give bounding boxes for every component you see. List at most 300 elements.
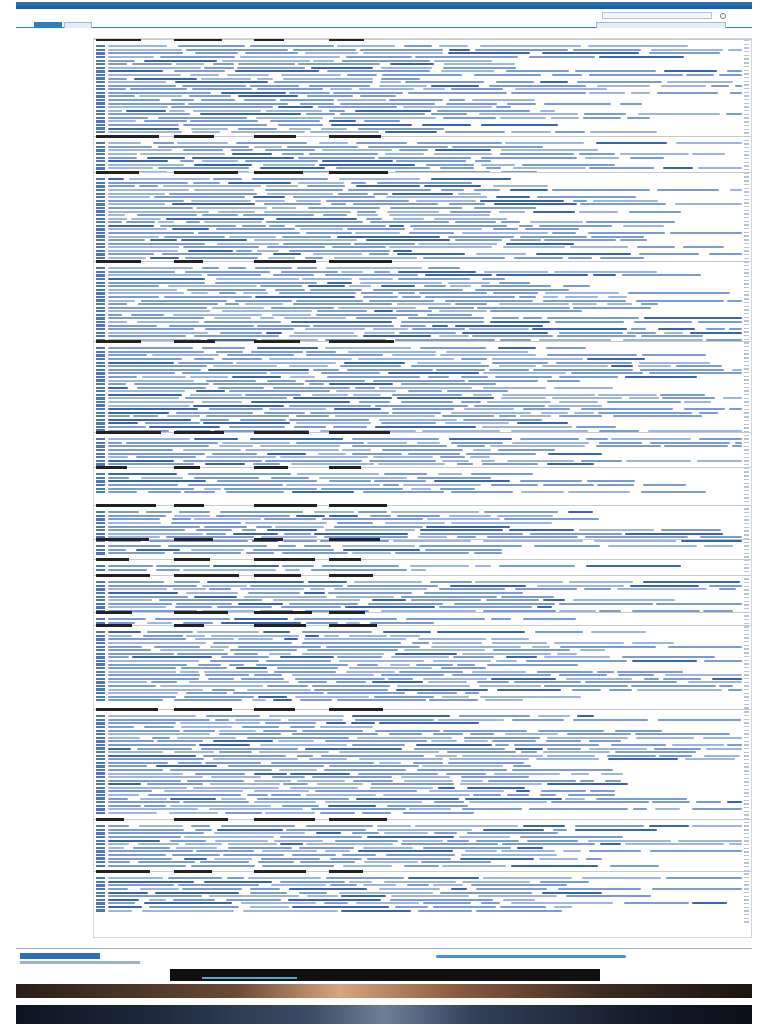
link-text[interactable] bbox=[200, 419, 229, 421]
link-text[interactable] bbox=[448, 52, 530, 54]
link-text[interactable] bbox=[193, 182, 220, 184]
link-text[interactable] bbox=[296, 200, 321, 202]
link-text[interactable] bbox=[183, 149, 223, 151]
link-text[interactable] bbox=[493, 185, 548, 187]
link-text[interactable] bbox=[289, 603, 358, 605]
link-text[interactable] bbox=[475, 160, 491, 162]
link-text[interactable] bbox=[108, 354, 147, 356]
link-text[interactable] bbox=[209, 808, 303, 810]
link-text[interactable] bbox=[151, 681, 177, 683]
list-item[interactable] bbox=[96, 801, 746, 804]
link-text[interactable] bbox=[221, 798, 246, 800]
link-text[interactable] bbox=[417, 362, 481, 364]
link-text[interactable] bbox=[355, 387, 375, 389]
link-text[interactable] bbox=[229, 390, 330, 392]
link-text[interactable] bbox=[136, 456, 196, 458]
link-text[interactable] bbox=[274, 840, 323, 842]
link-text[interactable] bbox=[108, 376, 137, 378]
link-text[interactable] bbox=[500, 153, 574, 155]
link-text[interactable] bbox=[340, 113, 425, 115]
link-text[interactable] bbox=[419, 292, 487, 294]
link-text[interactable] bbox=[440, 892, 532, 894]
link-text[interactable] bbox=[523, 825, 565, 827]
link-text[interactable] bbox=[492, 642, 547, 644]
link-text[interactable] bbox=[337, 522, 373, 524]
link-text[interactable] bbox=[275, 289, 305, 291]
link-text[interactable] bbox=[108, 678, 199, 680]
link-text[interactable] bbox=[539, 225, 612, 227]
link-text[interactable] bbox=[209, 895, 299, 897]
link-text[interactable] bbox=[108, 667, 176, 669]
link-text[interactable] bbox=[642, 354, 706, 356]
link-text[interactable] bbox=[579, 153, 615, 155]
link-text[interactable] bbox=[368, 146, 448, 148]
link-text[interactable] bbox=[676, 142, 742, 144]
link-text[interactable] bbox=[144, 805, 166, 807]
link-text[interactable] bbox=[342, 449, 371, 451]
link-text[interactable] bbox=[108, 910, 132, 912]
link-text[interactable] bbox=[635, 733, 730, 735]
link-text[interactable] bbox=[572, 689, 601, 691]
link-text[interactable] bbox=[185, 257, 258, 259]
link-text[interactable] bbox=[512, 719, 564, 721]
link-text[interactable] bbox=[314, 511, 354, 513]
link-text[interactable] bbox=[308, 207, 380, 209]
link-text[interactable] bbox=[426, 164, 474, 166]
link-text[interactable] bbox=[367, 858, 451, 860]
link-text[interactable] bbox=[352, 744, 405, 746]
list-item[interactable] bbox=[96, 242, 746, 245]
link-text[interactable] bbox=[392, 412, 441, 414]
link-text[interactable] bbox=[460, 858, 534, 860]
link-text[interactable] bbox=[359, 401, 390, 403]
link-text[interactable] bbox=[313, 369, 339, 371]
link-text[interactable] bbox=[589, 740, 621, 742]
link-text[interactable] bbox=[372, 599, 406, 601]
link-text[interactable] bbox=[554, 642, 624, 644]
list-item[interactable] bbox=[96, 649, 746, 652]
link-text[interactable] bbox=[573, 200, 587, 202]
link-text[interactable] bbox=[108, 325, 157, 327]
link-text[interactable] bbox=[425, 296, 515, 298]
link-text[interactable] bbox=[273, 599, 360, 601]
bottom-banner-image[interactable] bbox=[16, 1005, 752, 1024]
link-text[interactable] bbox=[108, 182, 188, 184]
link-text[interactable] bbox=[108, 214, 125, 216]
link-text[interactable] bbox=[547, 737, 628, 739]
list-item[interactable] bbox=[96, 565, 746, 568]
link-text[interactable] bbox=[108, 902, 135, 904]
link-text[interactable] bbox=[496, 660, 517, 662]
link-text[interactable] bbox=[333, 92, 403, 94]
list-item[interactable] bbox=[96, 736, 746, 739]
link-text[interactable] bbox=[327, 70, 430, 72]
link-text[interactable] bbox=[214, 317, 251, 319]
link-text[interactable] bbox=[487, 401, 551, 403]
link-text[interactable] bbox=[371, 783, 454, 785]
link-text[interactable] bbox=[257, 88, 323, 90]
link-text[interactable] bbox=[390, 63, 434, 65]
link-text[interactable] bbox=[369, 253, 389, 255]
link-text[interactable] bbox=[337, 656, 382, 658]
link-text[interactable] bbox=[501, 397, 546, 399]
link-text[interactable] bbox=[182, 372, 267, 374]
link-text[interactable] bbox=[608, 758, 678, 760]
link-text[interactable] bbox=[643, 581, 740, 583]
link-text[interactable] bbox=[228, 267, 246, 269]
link-text[interactable] bbox=[620, 153, 689, 155]
link-text[interactable] bbox=[491, 484, 538, 486]
link-text[interactable] bbox=[194, 358, 214, 360]
link-text[interactable] bbox=[230, 649, 297, 651]
link-text[interactable] bbox=[627, 117, 650, 119]
link-text[interactable] bbox=[215, 719, 229, 721]
link-text[interactable] bbox=[364, 332, 395, 334]
link-text[interactable] bbox=[580, 649, 605, 651]
link-text[interactable] bbox=[375, 426, 476, 428]
link-text[interactable] bbox=[304, 638, 406, 640]
link-text[interactable] bbox=[402, 296, 421, 298]
link-text[interactable] bbox=[397, 253, 465, 255]
link-text[interactable] bbox=[492, 740, 536, 742]
link-text[interactable] bbox=[547, 755, 595, 757]
link-text[interactable] bbox=[361, 292, 393, 294]
list-item[interactable] bbox=[96, 487, 746, 490]
link-text[interactable] bbox=[520, 415, 551, 417]
link-text[interactable] bbox=[699, 412, 718, 414]
link-text[interactable] bbox=[379, 419, 457, 421]
link-text[interactable] bbox=[171, 522, 241, 524]
link-text[interactable] bbox=[108, 153, 137, 155]
list-item[interactable] bbox=[96, 692, 746, 695]
link-text[interactable] bbox=[465, 798, 562, 800]
link-text[interactable] bbox=[190, 74, 219, 76]
link-text[interactable] bbox=[321, 488, 403, 490]
list-item[interactable] bbox=[96, 274, 746, 277]
link-text[interactable] bbox=[512, 769, 613, 771]
link-text[interactable] bbox=[260, 167, 325, 169]
link-text[interactable] bbox=[356, 142, 407, 144]
link-text[interactable] bbox=[351, 722, 375, 724]
link-text[interactable] bbox=[341, 895, 386, 897]
link-text[interactable] bbox=[480, 200, 564, 202]
link-text[interactable] bbox=[213, 758, 298, 760]
link-text[interactable] bbox=[362, 812, 391, 814]
link-text[interactable] bbox=[243, 910, 338, 912]
link-text[interactable] bbox=[225, 812, 262, 814]
list-item[interactable] bbox=[96, 484, 746, 487]
list-item[interactable] bbox=[96, 715, 746, 718]
link-text[interactable] bbox=[440, 354, 536, 356]
link-text[interactable] bbox=[462, 755, 543, 757]
link-text[interactable] bbox=[441, 70, 494, 72]
link-text[interactable] bbox=[309, 383, 324, 385]
link-text[interactable] bbox=[287, 146, 358, 148]
link-text[interactable] bbox=[257, 250, 279, 252]
link-text[interactable] bbox=[108, 719, 210, 721]
link-text[interactable] bbox=[496, 196, 530, 198]
link-text[interactable] bbox=[290, 376, 315, 378]
link-text[interactable] bbox=[577, 715, 594, 717]
link-text[interactable] bbox=[617, 671, 683, 673]
link-text[interactable] bbox=[514, 257, 563, 259]
link-text[interactable] bbox=[527, 840, 578, 842]
link-text[interactable] bbox=[483, 372, 566, 374]
link-text[interactable] bbox=[398, 278, 470, 280]
link-text[interactable] bbox=[449, 203, 485, 205]
link-text[interactable] bbox=[622, 656, 715, 658]
link-text[interactable] bbox=[108, 397, 179, 399]
link-text[interactable] bbox=[251, 401, 350, 403]
link-text[interactable] bbox=[628, 292, 730, 294]
link-text[interactable] bbox=[108, 858, 172, 860]
link-text[interactable] bbox=[189, 95, 231, 97]
link-text[interactable] bbox=[611, 438, 691, 440]
link-text[interactable] bbox=[497, 515, 553, 517]
link-text[interactable] bbox=[296, 442, 364, 444]
link-text[interactable] bbox=[656, 603, 742, 605]
link-text[interactable] bbox=[108, 362, 174, 364]
link-text[interactable] bbox=[271, 762, 374, 764]
link-text[interactable] bbox=[217, 480, 317, 482]
list-item[interactable] bbox=[96, 895, 746, 898]
link-text[interactable] bbox=[108, 408, 198, 410]
link-text[interactable] bbox=[251, 351, 303, 353]
link-text[interactable] bbox=[108, 488, 194, 490]
list-item[interactable] bbox=[96, 167, 746, 170]
list-item[interactable] bbox=[96, 515, 746, 518]
link-text[interactable] bbox=[382, 449, 463, 451]
link-text[interactable] bbox=[221, 825, 295, 827]
link-text[interactable] bbox=[381, 674, 444, 676]
link-text[interactable] bbox=[307, 185, 345, 187]
link-text[interactable] bbox=[342, 545, 415, 547]
link-text[interactable] bbox=[337, 699, 426, 701]
link-text[interactable] bbox=[472, 671, 526, 673]
link-text[interactable] bbox=[273, 253, 301, 255]
link-text[interactable] bbox=[428, 307, 474, 309]
link-text[interactable] bbox=[354, 243, 415, 245]
link-text[interactable] bbox=[538, 715, 570, 717]
link-text[interactable] bbox=[575, 825, 644, 827]
list-item[interactable] bbox=[96, 445, 746, 448]
link-text[interactable] bbox=[247, 794, 268, 796]
link-text[interactable] bbox=[326, 722, 346, 724]
link-text[interactable] bbox=[443, 67, 516, 69]
link-text[interactable] bbox=[571, 773, 589, 775]
link-text[interactable] bbox=[108, 847, 124, 849]
list-item[interactable] bbox=[96, 84, 746, 87]
link-text[interactable] bbox=[333, 117, 436, 119]
list-item[interactable] bbox=[96, 185, 746, 188]
link-text[interactable] bbox=[241, 902, 316, 904]
link-text[interactable] bbox=[186, 592, 238, 594]
link-text[interactable] bbox=[156, 569, 180, 571]
link-text[interactable] bbox=[462, 332, 548, 334]
link-text[interactable] bbox=[254, 790, 309, 792]
link-text[interactable] bbox=[266, 110, 322, 112]
link-text[interactable] bbox=[381, 285, 415, 287]
link-text[interactable] bbox=[176, 412, 253, 414]
link-text[interactable] bbox=[108, 67, 201, 69]
link-text[interactable] bbox=[271, 307, 334, 309]
link-text[interactable] bbox=[547, 783, 628, 785]
link-text[interactable] bbox=[108, 232, 194, 234]
link-text[interactable] bbox=[392, 408, 454, 410]
link-text[interactable] bbox=[494, 773, 560, 775]
link-text[interactable] bbox=[200, 113, 301, 115]
link-text[interactable] bbox=[507, 460, 574, 462]
link-text[interactable] bbox=[644, 678, 659, 680]
list-item[interactable] bbox=[96, 790, 746, 793]
link-text[interactable] bbox=[214, 858, 252, 860]
link-text[interactable] bbox=[593, 274, 616, 276]
link-text[interactable] bbox=[433, 733, 463, 735]
link-text[interactable] bbox=[108, 825, 129, 827]
link-text[interactable] bbox=[337, 236, 440, 238]
link-text[interactable] bbox=[196, 390, 225, 392]
link-text[interactable] bbox=[499, 211, 525, 213]
link-text[interactable] bbox=[336, 390, 396, 392]
link-text[interactable] bbox=[257, 325, 310, 327]
link-text[interactable] bbox=[552, 189, 650, 191]
link-text[interactable] bbox=[268, 257, 295, 259]
link-text[interactable] bbox=[245, 394, 301, 396]
link-text[interactable] bbox=[315, 790, 417, 792]
list-item[interactable] bbox=[96, 491, 746, 494]
link-text[interactable] bbox=[108, 274, 202, 276]
link-text[interactable] bbox=[313, 253, 362, 255]
link-text[interactable] bbox=[191, 865, 255, 867]
link-text[interactable] bbox=[327, 692, 405, 694]
link-text[interactable] bbox=[615, 730, 662, 732]
link-text[interactable] bbox=[439, 310, 487, 312]
list-item[interactable] bbox=[96, 203, 746, 206]
link-text[interactable] bbox=[255, 200, 285, 202]
link-text[interactable] bbox=[250, 45, 334, 47]
link-text[interactable] bbox=[389, 214, 490, 216]
link-text[interactable] bbox=[349, 635, 387, 637]
link-text[interactable] bbox=[108, 854, 166, 856]
link-text[interactable] bbox=[266, 185, 298, 187]
link-text[interactable] bbox=[191, 825, 210, 827]
link-text[interactable] bbox=[108, 599, 152, 601]
link-text[interactable] bbox=[260, 317, 274, 319]
link-text[interactable] bbox=[330, 88, 352, 90]
list-item[interactable] bbox=[96, 829, 746, 832]
link-text[interactable] bbox=[108, 236, 159, 238]
link-text[interactable] bbox=[654, 748, 701, 750]
link-text[interactable] bbox=[729, 843, 742, 845]
link-text[interactable] bbox=[395, 906, 428, 908]
link-text[interactable] bbox=[475, 581, 563, 583]
link-text[interactable] bbox=[144, 120, 187, 122]
link-text[interactable] bbox=[202, 160, 238, 162]
link-text[interactable] bbox=[108, 843, 129, 845]
link-text[interactable] bbox=[500, 117, 546, 119]
link-text[interactable] bbox=[465, 692, 479, 694]
list-item[interactable] bbox=[96, 66, 746, 69]
link-text[interactable] bbox=[610, 865, 659, 867]
link-text[interactable] bbox=[551, 117, 579, 119]
link-text[interactable] bbox=[294, 332, 354, 334]
list-item[interactable] bbox=[96, 663, 746, 666]
link-text[interactable] bbox=[500, 906, 546, 908]
link-text[interactable] bbox=[154, 646, 200, 648]
link-text[interactable] bbox=[185, 271, 270, 273]
link-text[interactable] bbox=[698, 167, 742, 169]
link-text[interactable] bbox=[108, 307, 207, 309]
link-text[interactable] bbox=[339, 892, 433, 894]
link-text[interactable] bbox=[234, 618, 288, 620]
link-text[interactable] bbox=[448, 236, 514, 238]
list-item[interactable] bbox=[96, 288, 746, 291]
link-text[interactable] bbox=[215, 840, 268, 842]
link-text[interactable] bbox=[448, 762, 524, 764]
link-text[interactable] bbox=[589, 92, 625, 94]
link-text[interactable] bbox=[445, 131, 505, 133]
list-item[interactable] bbox=[96, 678, 746, 681]
link-text[interactable] bbox=[296, 300, 363, 302]
link-text[interactable] bbox=[439, 606, 532, 608]
link-text[interactable] bbox=[536, 253, 631, 255]
link-text[interactable] bbox=[311, 569, 407, 571]
link-text[interactable] bbox=[382, 74, 462, 76]
link-text[interactable] bbox=[587, 358, 645, 360]
link-text[interactable] bbox=[108, 805, 141, 807]
list-item[interactable] bbox=[96, 618, 746, 621]
link-text[interactable] bbox=[182, 888, 242, 890]
link-text[interactable] bbox=[358, 773, 438, 775]
link-text[interactable] bbox=[459, 836, 510, 838]
link-text[interactable] bbox=[353, 203, 438, 205]
link-text[interactable] bbox=[499, 282, 530, 284]
link-text[interactable] bbox=[536, 758, 599, 760]
link-text[interactable] bbox=[339, 660, 424, 662]
link-text[interactable] bbox=[433, 906, 496, 908]
link-text[interactable] bbox=[247, 737, 349, 739]
link-text[interactable] bbox=[417, 477, 491, 479]
link-text[interactable] bbox=[461, 780, 483, 782]
link-text[interactable] bbox=[540, 110, 555, 112]
link-text[interactable] bbox=[678, 840, 742, 842]
link-text[interactable] bbox=[373, 456, 433, 458]
list-item[interactable] bbox=[96, 825, 746, 828]
link-text[interactable] bbox=[334, 526, 423, 528]
link-text[interactable] bbox=[144, 902, 232, 904]
link-text[interactable] bbox=[474, 189, 500, 191]
list-item[interactable] bbox=[96, 214, 746, 217]
link-text[interactable] bbox=[325, 850, 350, 852]
link-text[interactable] bbox=[568, 257, 592, 259]
link-text[interactable] bbox=[727, 744, 742, 746]
link-text[interactable] bbox=[194, 438, 238, 440]
link-text[interactable] bbox=[374, 480, 426, 482]
link-text[interactable] bbox=[144, 726, 174, 728]
link-text[interactable] bbox=[445, 422, 509, 424]
list-item[interactable] bbox=[96, 518, 746, 521]
link-text[interactable] bbox=[660, 394, 705, 396]
link-text[interactable] bbox=[292, 491, 354, 493]
link-text[interactable] bbox=[636, 300, 724, 302]
link-text[interactable] bbox=[481, 124, 558, 126]
link-text[interactable] bbox=[219, 730, 256, 732]
link-text[interactable] bbox=[158, 221, 174, 223]
list-item[interactable] bbox=[96, 199, 746, 202]
link-text[interactable] bbox=[108, 250, 178, 252]
link-text[interactable] bbox=[108, 257, 146, 259]
link-text[interactable] bbox=[415, 825, 518, 827]
